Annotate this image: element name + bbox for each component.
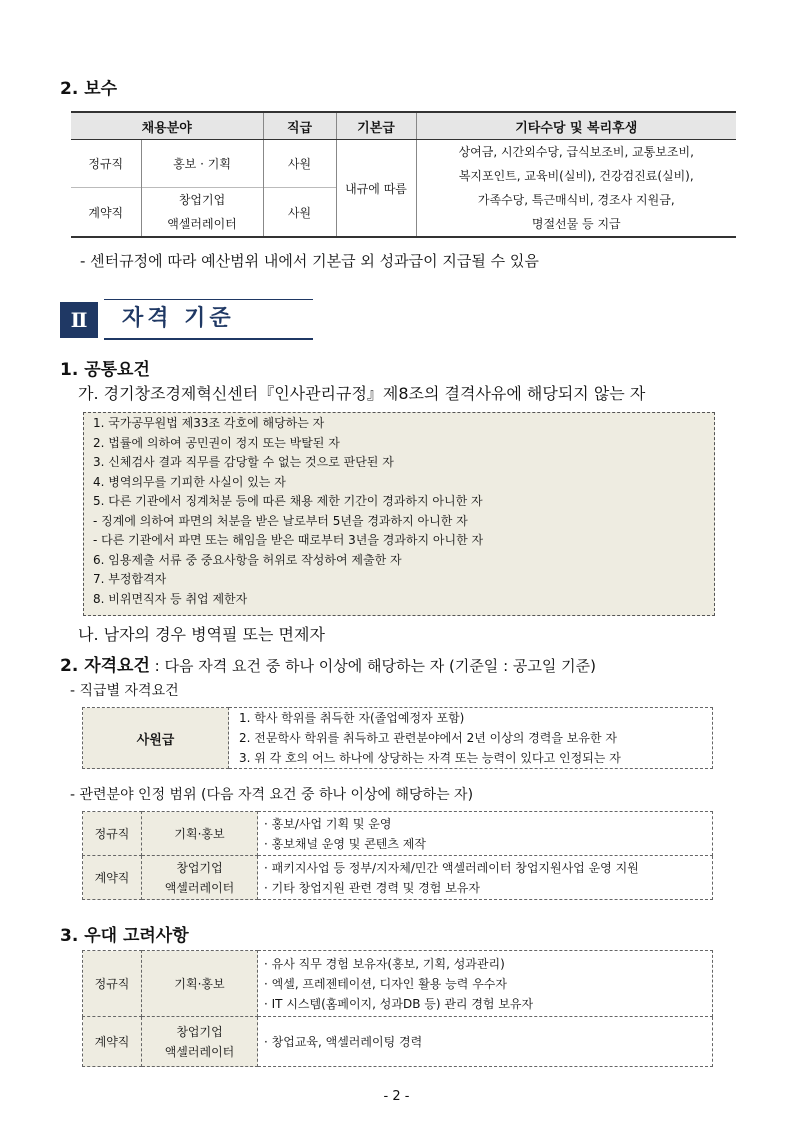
row-type: 정규직 [71,140,141,188]
rank-requirements [229,708,713,769]
common-heading: 1. 공통요건 [60,360,150,380]
requirement-item: 1. 학사 학위를 취득한 자(졸업예정자 포함) [239,711,465,725]
row-field: 창업기업 액셀러레이터 [141,188,263,238]
header-rank: 직급 [263,112,336,140]
section-number-badge: Ⅱ [60,302,98,338]
banner-underline [104,338,313,340]
row-rank: 사원 [263,188,336,238]
section-heading-pay: 2. 보수 [60,79,118,99]
pay-table [71,111,736,238]
header-base-pay: 기본급 [336,112,416,140]
benefit-line: 가족수당, 특근매식비, 경조사 지원금, [477,193,675,207]
common-item-na: 나. 남자의 경우 병역필 또는 면제자 [78,625,325,644]
rank-label: 사원급 [83,708,229,769]
pref-items: · 창업교육, 액셀러레이팅 경력 [258,1017,713,1067]
list-item: 6. 임용제출 서류 중 중요사항을 허위로 작성하여 제출한 자 [93,552,402,567]
page-number: - 2 - [383,1089,410,1104]
related-fields-subheading: - 관련분야 인정 범위 (다음 자격 요건 중 하나 이상에 해당하는 자) [70,787,474,803]
benefit-line: 복지포인트, 교육비(실비), 건강검진료(실비), [458,169,694,183]
pref-type: 정규직 [83,951,142,1017]
list-item: 7. 부정합격자 [93,572,167,586]
common-item-ga: 가. 경기창조경제혁신센터『인사관리규정』제8조의 결격사유에 해당되지 않는 자 [78,384,646,403]
benefit-line: 상여금, 시간외수당, 급식보조비, 교통보조비, [458,145,694,159]
pref-field: 창업기업 액셀러레이터 [142,1017,258,1067]
preference-heading: 3. 우대 고려사항 [60,926,189,946]
preference-table [82,950,713,1067]
list-item: 2. 법률에 의하여 공민권이 정지 또는 박탈된 자 [93,435,340,450]
header-field: 채용분야 [71,112,263,140]
row-field: 홍보 · 기획 [141,140,263,188]
pref-items: · 유사 직무 경험 보유자(홍보, 기획, 성과관리) · 엑셀, 프레젠테이션, 디자인 활용 능력 우수자 · IT 시스템(홈페이지, 성과DB 등) 관리 경험 보유자 [258,951,713,1017]
pay-note: - 센터규정에 따라 예산범위 내에서 기본급 외 성과급이 지급될 수 있음 [80,252,539,270]
disqualification-list [83,414,713,614]
section-title: 자격 기준 [122,306,235,331]
list-item: 8. 비위면직자 등 취업 제한자 [93,591,248,606]
field-type: 정규직 [83,812,142,856]
qualification-heading-bold: 2. 자격요건 [60,656,150,676]
list-item: 4. 병역의무를 기피한 사실이 있는 자 [93,474,286,489]
field-scope: · 홍보/사업 기획 및 운영 · 홍보채널 운영 및 콘텐츠 제작 [258,812,713,856]
pref-type: 계약직 [83,1017,142,1067]
field-name: 창업기업 액셀러레이터 [142,856,258,900]
qualification-heading-rest: : 다음 자격 요건 중 하나 이상에 해당하는 자 (기준일 : 공고일 기준) [149,657,596,675]
field-type: 계약직 [83,856,142,900]
rank-requirements-subheading: - 직급별 자격요건 [70,683,179,699]
banner-top-rule [104,299,313,300]
list-item: 3. 신체검사 결과 직무를 감당할 수 없는 것으로 판단된 자 [93,455,394,469]
list-item: 1. 국가공무원법 제33조 각호에 해당하는 자 [93,416,325,430]
pref-field: 기획·홍보 [142,951,258,1017]
benefit-line: 명절선물 등 지급 [531,217,621,231]
requirement-item: 3. 위 각 호의 어느 하나에 상당하는 자격 또는 능력이 있다고 인정되는 자 [239,751,621,765]
list-item: - 징계에 의하여 파면의 처분을 받은 날로부터 5년을 경과하지 아니한 자 [93,513,468,528]
field-scope: · 패키지사업 등 정부/지자체/민간 액셀러레이터 창업지원사업 운영 지원 · 기타 창업지원 관련 경력 및 경험 보유자 [258,856,713,900]
row-type: 계약직 [71,188,141,238]
list-item: - 다른 기관에서 파면 또는 해임을 받은 때로부터 3년을 경과하지 아니한 자 [93,533,484,547]
row-rank: 사원 [263,140,336,188]
related-fields-table [82,811,713,900]
rank-requirements-table [82,707,713,769]
qualification-heading [60,651,596,676]
benefits-cell [416,140,736,238]
list-item: 5. 다른 기관에서 징계처분 등에 따른 채용 제한 기간이 경과하지 아니한 자 [93,494,483,508]
field-name: 기획·홍보 [142,812,258,856]
base-pay-cell: 내규에 따름 [336,140,416,238]
header-benefits: 기타수당 및 복리후생 [416,112,736,140]
requirement-item: 2. 전문학사 학위를 취득하고 관련분야에서 2년 이상의 경력을 보유한 자 [239,731,617,745]
